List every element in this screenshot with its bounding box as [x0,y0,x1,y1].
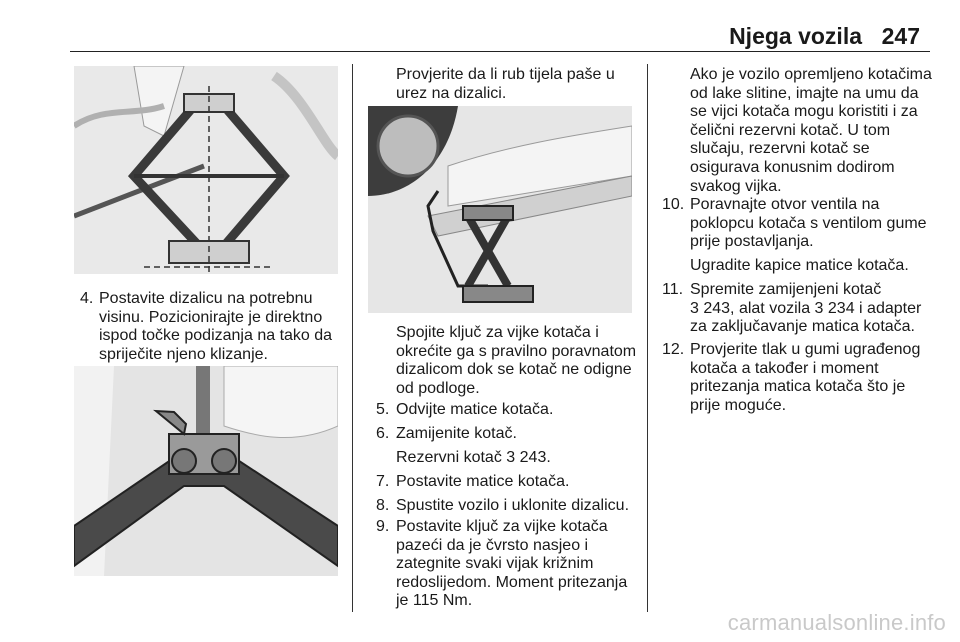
step-12-line-3: pritezanja matica kotača što je [690,378,906,396]
col2-para-line-1: Spojite ključ za vijke kotača i [396,324,599,341]
step-11-ref-1: 243, alat vozila [703,299,811,317]
figure-jack-positioning [74,66,338,274]
step-9-line-1: Postavite ključ za vijke kotača [396,518,608,535]
step-8-text: Spustite vozilo i uklonite dizalicu. [396,497,630,514]
col2-paragraph [396,324,646,398]
col2-para-line-3: dizalicom dok se kotač ne odigne [396,361,632,379]
step-5-number: 5. [376,401,390,418]
step-6-text: Zamijenite kotač. [396,425,517,442]
step-11-line-3: za zaključavanje matica kotača. [690,318,915,336]
step-11-ref-2: 234 i adapter [827,299,922,317]
step-6-number: 6. [376,425,390,442]
figure-jack-head [74,366,338,576]
step-10-line-1: Poravnajte otvor ventila na [690,196,880,213]
ref-arrow-icon: 3 [690,299,699,317]
column-divider-left [352,64,353,612]
step-7-text: Postavite matice kotača. [396,473,570,490]
step-10-number: 10. [662,196,685,213]
step-4-line-2: visinu. Pozicionirajte je direktno [99,308,323,326]
col3-intro-line-4: čelični rezervni kotač. U tom [690,121,891,139]
ref-arrow-icon: 3 [506,449,516,466]
step-4-line-1: Postavite dizalicu na potrebnu [99,290,313,307]
figure-sill-notch [368,106,632,313]
col2-intro-line-1: Provjerite da li rub tijela paše u [396,66,615,83]
step-9-number: 9. [376,518,390,535]
column-divider-right [647,64,648,612]
step-12-line-2: kotača a također i moment [690,359,879,377]
step-11-line-2 [690,300,950,319]
page-number: 247 [881,23,920,49]
watermark: carmanualsonline.info [727,610,946,635]
step-9-line-4: redoslijedom. Moment pritezanja [396,573,628,591]
step-4-line-4: spriječite njeno klizanje. [99,345,268,363]
header-rule [70,51,930,52]
col3-intro-line-3: se vijci kotača mogu koristiti i za [690,103,918,121]
jack-illustration [74,66,338,274]
step-9-line-3: zategnite svaki vijak križnim [396,555,594,573]
step-10-line-2: poklopcu kotača s ventilom gume [690,214,927,232]
step-6-sub-ref: 243. [519,449,551,466]
step-4-number: 4. [80,290,94,307]
col3-intro-line-6: osigurava konusnim dodirom [690,158,895,176]
col2-para-line-4: od podloge. [396,379,480,397]
step-12-number: 12. [662,341,685,358]
col3-intro [690,66,940,196]
sill-notch-illustration [368,106,632,313]
step-11-line-1: Spremite zamijenjeni kotač [690,281,882,298]
step-9-line-2: pazeći da je čvrsto nasjeo i [396,536,589,554]
step-6-sub-label: Rezervni kotač [396,449,502,466]
step-12-line-1: Provjerite tlak u gumi ugrađenog [690,341,921,358]
col2-intro-line-2: urez na dizalici. [396,84,507,102]
step-10-subtext: Ugradite kapice matice kotača. [690,257,909,274]
col3-intro-line-7: svakog vijka. [690,177,782,195]
step-7-number: 7. [376,473,390,490]
page-header [70,0,930,52]
step-10-line-3: prije postavljanja. [690,233,814,251]
step-9-line-5: je 115 Nm. [396,592,473,610]
header-title: Njega vozila [729,23,862,49]
step-8-number: 8. [376,497,390,514]
step-6-subtext [396,449,646,468]
col3-intro-line-2: od lake slitine, imajte na umu da [690,84,919,102]
step-11-number: 11. [662,281,684,298]
step-12-line-4: prije moguće. [690,396,787,414]
col2-intro [396,66,646,103]
ref-arrow-icon: 3 [814,299,824,317]
jack-head-illustration [74,366,338,576]
step-5-text: Odvijte matice kotača. [396,401,554,418]
col2-para-line-2: okrećite ga s pravilno poravnatom [396,342,637,360]
step-4-line-3: ispod točke podizanja na tako da [99,327,333,345]
col3-intro-line-1: Ako je vozilo opremljeno kotačima [690,66,932,83]
col3-intro-line-5: slučaju, rezervni kotač se [690,140,870,158]
